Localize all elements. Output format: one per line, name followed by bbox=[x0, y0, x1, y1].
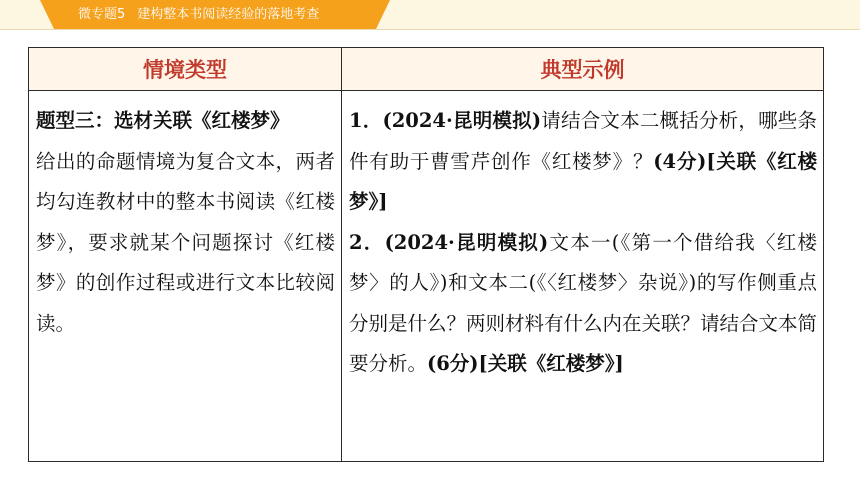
example-2-source: (2024·昆明模拟) bbox=[384, 230, 549, 254]
example-cell bbox=[342, 91, 824, 462]
example-2-tag: (6分)[关联《红楼梦》] bbox=[427, 352, 624, 375]
example-1-source: (2024·昆明模拟) bbox=[382, 109, 542, 132]
col-header-context-type: 情境类型 bbox=[29, 48, 342, 91]
col-header-typical-example: 典型示例 bbox=[342, 48, 824, 91]
example-1-question: 请结合文本二概括分析，哪些条件有助于曹雪芹创作《红楼梦》？ bbox=[349, 109, 817, 173]
example-1-number: 1． bbox=[349, 109, 383, 132]
example-1-tag: (4分)[关联《红楼梦》] bbox=[349, 149, 817, 213]
table-header-row bbox=[29, 48, 824, 91]
example-2-number: 2． bbox=[349, 230, 385, 254]
banner-divider bbox=[0, 29, 860, 30]
topic-tab-label bbox=[78, 6, 319, 24]
context-type-cell bbox=[29, 91, 342, 462]
question-type-title: 题型三：选材关联《红楼梦》 bbox=[36, 109, 290, 132]
example-2-question: 文本一(《第一个借给我〈红楼梦〉的人》)和文本二(《〈红楼梦〉杂说》)的写作侧重点分别是什么？两则材料有什么内在关联？请结合文本简要分析。 bbox=[349, 230, 818, 375]
topic-number: 微专题5 bbox=[78, 7, 126, 22]
question-type-description: 给出的命题情境为复合文本，两者均勾连教材中的整本书阅读《红楼梦》，要求就某个问题探讨《红楼梦》的创作过程或进行文本比较阅读。 bbox=[36, 149, 335, 335]
table-row bbox=[29, 91, 824, 462]
topic-title: 建构整本书阅读经验的落地考查 bbox=[137, 7, 320, 22]
content-table bbox=[28, 47, 824, 462]
